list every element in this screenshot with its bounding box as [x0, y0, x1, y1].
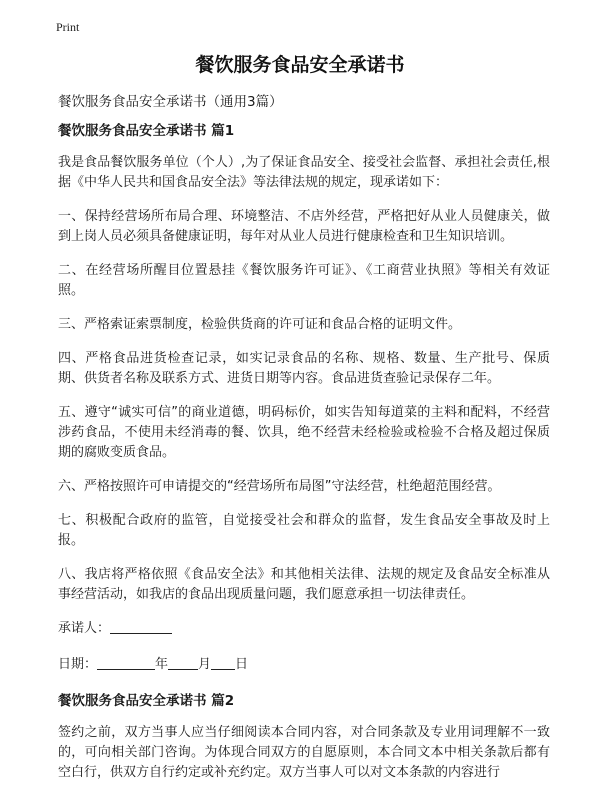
section-heading-1: 餐饮服务食品安全承诺书 篇1 [58, 123, 235, 139]
date-line [58, 655, 550, 675]
date-label: 日期： [58, 657, 98, 672]
day-label: 日 [235, 657, 249, 672]
paragraph-7: 七、积极配合政府的监管，自觉接受社会和群众的监督，发生食品安全事故及时上报。 [58, 513, 550, 548]
year-label: 年 [155, 657, 169, 672]
section-heading-2: 餐饮服务食品安全承诺书 篇2 [58, 693, 235, 709]
year-blank [97, 655, 155, 670]
month-blank [168, 655, 198, 670]
paragraph-2: 二、在经营场所醒目位置悬挂《餐饮服务许可证》、《工商营业执照》等相关有效证照。 [58, 263, 550, 298]
paragraph-5: 五、遵守“诚实可信”的商业道德，明码标价，如实告知每道菜的主料和配料，不经营涉药食品，不使用未经消毒的餐、饮具，绝不经营未经检验或检验不合格及超过保质期的腐败变质食品。 [58, 405, 550, 460]
paragraph-intro: 我是食品餐饮服务单位（个人）,为了保证食品安全、接受社会监督、承担社会责任,根据《中华人民共和国食品安全法》等法律法规的规定，现承诺如下： [58, 155, 550, 190]
paragraph-section2: 签约之前，双方当事人应当仔细阅读本合同内容，对合同条款及专业用词理解不一致的，可向相关部门咨询。为体现合同双方的自愿原则，本合同文本中相关条款后都有空白行，供双方自行约定或补充约定。双方当事人可以对文本条款的内容进行 [58, 725, 550, 780]
month-label: 月 [198, 657, 212, 672]
promiser-label: 承诺人： [58, 621, 111, 636]
paragraph-3: 三、严格索证索票制度，检验供货商的许可证和食品合格的证明文件。 [58, 317, 462, 332]
day-blank [211, 655, 235, 670]
page-title: 餐饮服务食品安全承诺书 [195, 54, 405, 76]
print-link[interactable]: Print [56, 20, 80, 34]
document-body [58, 92, 550, 797]
promiser-line [58, 619, 550, 639]
promiser-blank [110, 619, 172, 634]
paragraph-8: 八、我店将严格依照《食品安全法》和其他相关法律、法规的规定及食品安全标准从事经营活动，如我店的食品出现质量问题，我们愿意承担一切法律责任。 [58, 567, 550, 602]
paragraph-4: 四、严格食品进货检查记录，如实记录食品的名称、规格、数量、生产批号、保质期、供货者名称及联系方式、进货日期等内容。食品进货查验记录保存二年。 [58, 351, 550, 386]
paragraph-1: 一、保持经营场所布局合理、环境整洁、不店外经营，严格把好从业人员健康关，做到上岗人员必须具备健康证明，每年对从业人员进行健康检查和卫生知识培训。 [58, 209, 550, 244]
paragraph-6: 六、严格按照许可申请提交的“经营场所布局图”守法经营，杜绝超范围经营。 [58, 479, 501, 494]
document-subtitle: 餐饮服务食品安全承诺书（通用3篇） [58, 94, 283, 110]
